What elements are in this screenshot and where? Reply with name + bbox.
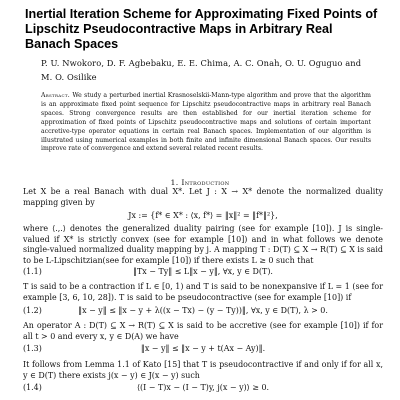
paragraph-contraction: T is said to be a contraction if L ∈ [0, 1) and T is said to be nonexpansive if L = 1 (see for example [3, 6, 10, 28]). T is said to be pseudocontractive (see for example [10]) if — [23, 282, 383, 302]
equation-number: (1.3) — [23, 344, 42, 353]
abstract — [41, 92, 371, 154]
equation-number: (1.1) — [23, 267, 42, 276]
paragraph-accretive: An operator A : D(T) ⊆ X → R(T) ⊆ X is said to be accretive (see for example [10]) if for all t > 0 and every x, y ∈ D(A) we have — [23, 321, 383, 341]
equation-duality-map — [23, 211, 383, 222]
paper-title: Inertial Iteration Scheme for Approximating Fixed Points of Lipschitz Pseudocontractive Maps in Arbitrary Real Banach Spaces — [25, 7, 378, 51]
paragraph-intro: Let X be a real Banach with dual X*. Let J : X → X* denote the normalized duality mapping given by — [23, 187, 383, 207]
author-list: P. U. Nwokoro, D. F. Agbebaku, E. E. Chima, A. C. Onah, O. U. Oguguo and M. O. Osilike — [41, 58, 362, 82]
section-heading: 1. Introduction — [170, 178, 230, 187]
equation-number: (1.2) — [23, 306, 42, 315]
paragraph-lipschitz: where ⟨.,.⟩ denotes the generalized duality pairing (see for example [10]). J is single-valued if X* is strictly convex (see for example [10]) and in what follows we denote single-valued normalized duality mapping by j. A mapping T : D(T) ⊆ X → R(T) ⊆ X is said to be L-Lipschitzian(see for example [10]) if there exists L ≥ 0 such that — [23, 224, 383, 265]
equation-1-3 — [23, 344, 383, 355]
paragraph-kato: It follows from Lemma 1.1 of Kato [15] that T is pseudocontractive if and only if for all x, y ∈ D(T) there exists j(x − y) ∈ J(x − y) such — [23, 360, 383, 380]
equation-1-4 — [23, 383, 383, 394]
equation-1-1 — [23, 267, 383, 278]
equation-1-2 — [23, 306, 383, 317]
equation-body: ‖x − y‖ ≤ ‖x − y + t(Ax − Ay)‖. — [140, 344, 266, 353]
equation-number: (1.4) — [23, 383, 42, 392]
abstract-heading: Abstract. — [41, 92, 71, 99]
equation-body: ⟨(I − T)x − (I − T)y, j(x − y)⟩ ≥ 0. — [136, 383, 270, 392]
equation-body: ‖Tx − Ty‖ ≤ L‖x − y‖, ∀x, y ∈ D(T). — [133, 267, 273, 276]
equation-body: ‖x − y‖ ≤ ‖x − y + λ((x − Tx) − (y − Ty))‖, ∀x, y ∈ D(T), λ > 0. — [78, 306, 328, 315]
equation-body: Jx := {f* ∈ X* : ⟨x, f*⟩ = ‖x‖² = ‖f*‖²}, — [128, 211, 278, 220]
abstract-text: We study a perturbed inertial Krasnoselskii-Mann-type algorithm and prove that the algorithm is an approximate fixed point sequence for Lipschitz pseudocontractive maps in arbitrary real Banach spaces. Strong convergence results are then established for our inertial iteration scheme for approximation of fixed points of Lipschitz pseudocontractive maps and solutions of certain important accretive-type operator equations in certain real Banach spaces. Implementation of our algorithm is illustrated using numerical examples in both finite and infinite dimensional Banach spaces. Our results improve rate of convergence and extend several related recent results. — [41, 92, 371, 153]
